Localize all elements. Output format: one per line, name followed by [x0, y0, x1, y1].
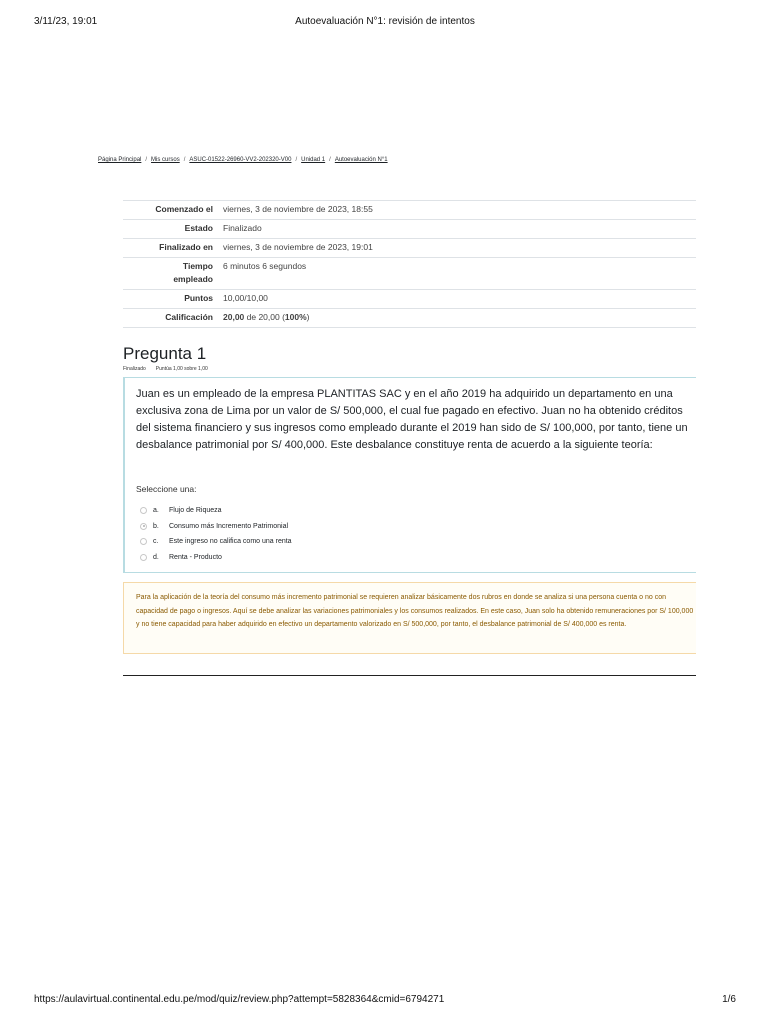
grade-score: 20,00: [223, 312, 245, 322]
general-feedback-box: [123, 582, 696, 654]
points-value: 10,00/10,00: [219, 290, 696, 309]
radio-icon[interactable]: [140, 538, 147, 545]
answer-option-d[interactable]: [140, 550, 292, 566]
question-text: Juan es un empleado de la empresa PLANTITAS SAC y en el año 2019 ha adquirido un departamento en una exclusiva zona de Lima por un valor de S/ 500,000, el cual fue pagado en efectivo. Juan no ha obtenido créditos del sistema financiero y sus ingresos como empleado durante el 2019 han sido de S/ 100,000, por tanto, tiene un desbalance patrimonial por S/ 400,000. Este desbalance constituye renta de acuerdo a la siguiente teoría:: [136, 388, 688, 451]
answer-text: Este ingreso no califica como una renta: [169, 538, 292, 546]
breadcrumb-quiz-link[interactable]: Autoevaluación N°1: [334, 157, 388, 163]
breadcrumb-my-courses-link[interactable]: Mis cursos: [151, 157, 180, 163]
summary-row-started: [123, 201, 696, 220]
grade-label: Calificación: [123, 309, 219, 328]
question-info: [123, 366, 208, 372]
print-datetime: 3/11/23, 19:01: [34, 16, 98, 27]
breadcrumb-separator: /: [145, 157, 148, 163]
section-divider: [123, 675, 696, 676]
summary-row-time: [123, 258, 696, 290]
answer-option-b[interactable]: [140, 519, 292, 535]
breadcrumb-separator: /: [329, 157, 331, 163]
radio-checked-icon[interactable]: [140, 523, 147, 530]
answer-letter: b.: [153, 522, 159, 530]
time-label-line-2: empleado: [173, 274, 213, 284]
summary-row-finished: [123, 239, 696, 258]
answer-list: [140, 503, 292, 565]
finished-label: Finalizado en: [123, 239, 219, 258]
summary-row-points: [123, 290, 696, 309]
answer-option-c[interactable]: [140, 534, 292, 550]
grade-out-of: de 20,00 (: [244, 312, 285, 322]
answer-text: Consumo más Incremento Patrimonial: [169, 522, 289, 530]
finished-value: viernes, 3 de noviembre de 2023, 19:01: [219, 239, 696, 258]
started-label: Comenzado el: [123, 201, 219, 220]
question-box: [123, 377, 696, 573]
breadcrumb-separator: /: [295, 157, 298, 163]
question-prompt: Seleccione una:: [136, 484, 197, 494]
radio-icon[interactable]: [140, 554, 147, 561]
breadcrumb-separator: /: [183, 157, 186, 163]
answer-letter: c.: [153, 538, 159, 546]
answer-text: Flujo de Riqueza: [169, 507, 222, 515]
state-value: Finalizado: [219, 220, 696, 239]
breadcrumb-home-link[interactable]: Página Principal: [98, 157, 142, 163]
question-title: Pregunta 1: [123, 344, 207, 363]
grade-percent: 100%: [284, 312, 307, 322]
started-value: viernes, 3 de noviembre de 2023, 18:55: [219, 201, 696, 220]
attempt-summary-table: [123, 200, 696, 328]
summary-row-grade: [123, 309, 696, 328]
general-feedback-text: Para la aplicación de la teoría del consumo más incremento patrimonial se requieren analizar básicamente dos rubros en donde se analiza si una persona cuenta o no con capacidad de pago o ingresos. Aquí se debe analizar las variaciones patrimoniales y los consumos realizados. En este caso, Juan solo ha obtenido remuneraciones por S/ 100,000 y no tiene capacidad para haber adquirido en efectivo un departamento valorizado en S/ 500,000, por tanto, el desbalance patrimonial de S/ 400,000 es renta.: [136, 594, 694, 628]
breadcrumb-course-link[interactable]: ASUC-01522-26960-VV2-202320-V00: [189, 157, 292, 163]
summary-row-state: [123, 220, 696, 239]
answer-letter: a.: [153, 507, 159, 515]
radio-icon[interactable]: [140, 507, 147, 514]
grade-value: [219, 309, 696, 328]
grade-close: ): [306, 312, 310, 322]
print-footer: [34, 994, 736, 1008]
answer-letter: d.: [153, 553, 159, 561]
time-value: 6 minutos 6 segundos: [219, 258, 696, 290]
time-label-line-1: Tiempo: [182, 261, 213, 271]
answer-text: Renta - Producto: [169, 553, 222, 561]
print-url: https://aulavirtual.continental.edu.pe/mod/quiz/review.php?attempt=5828364&cmid=6794271: [34, 994, 445, 1005]
state-label: Estado: [123, 220, 219, 239]
print-header: [34, 16, 736, 30]
answer-option-a[interactable]: [140, 503, 292, 519]
breadcrumb: [98, 157, 388, 163]
question-score: Puntúa 1,00 sobre 1,00: [155, 366, 208, 372]
breadcrumb-unit-link[interactable]: Unidad 1: [301, 157, 326, 163]
points-label: Puntos: [123, 290, 219, 309]
print-page-number: 1/6: [722, 994, 736, 1005]
time-label: [123, 258, 219, 290]
question-status: Finalizado: [123, 366, 146, 372]
print-page-title: Autoevaluación N°1: revisión de intentos: [295, 16, 475, 27]
